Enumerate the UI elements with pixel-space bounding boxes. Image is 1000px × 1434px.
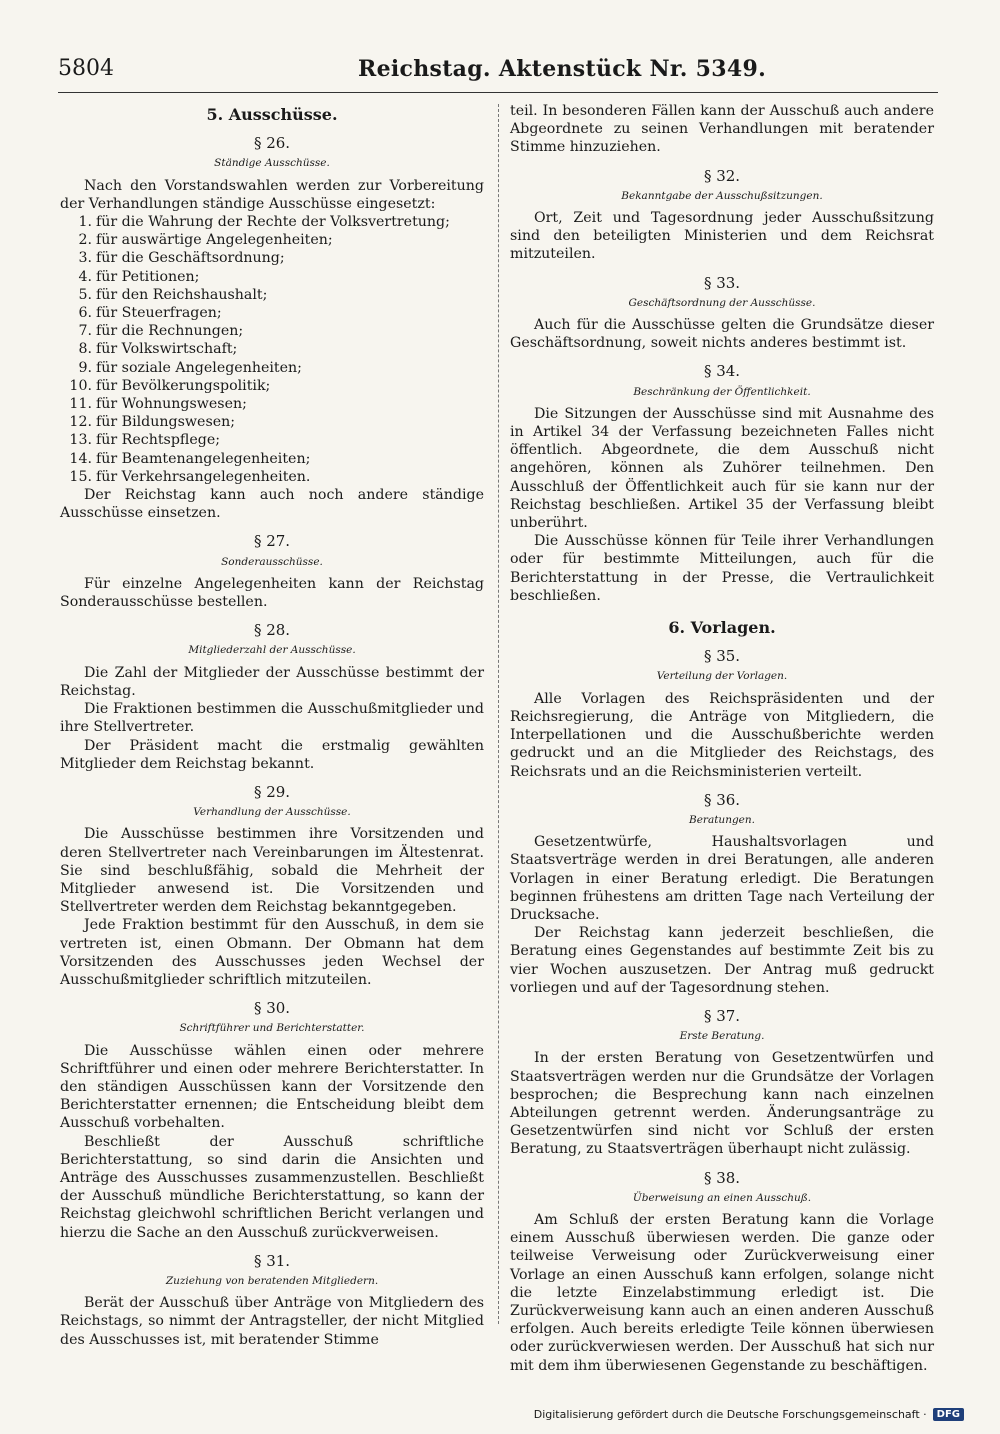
paragraph-32-text: Ort, Zeit und Tagesordnung jeder Ausschußsitzung sind den beteiligten Ministerien und dem Reichsrat mitzuteilen. (510, 210, 934, 263)
paragraph-heading-26: Ständige Ausschüsse. (214, 157, 330, 170)
paragraph-37-text: In der ersten Beratung von Gesetzentwürfen und Staatsverträgen werden nur die Grundsätze der Vorlagen besprochen; die Besprechung kann nach einzelnen Abteilungen getrennt werden. Änderungsanträge zu Gesetzentwürfen sind nicht vor Schluß der ersten Beratung, zu Staatsverträgen überhaupt nicht zulässig. (510, 1050, 934, 1158)
section-title-vorlagen: 6. Vorlagen. (668, 618, 776, 638)
paragraph-30-text-1: Die Ausschüsse wählen einen oder mehrere Schriftführer und einen oder mehrere Berichterstatter. In den ständigen Ausschüssen kann der Vorsitzende den Berichterstatter ernennen; die Entscheidung bleibt dem Ausschuß vorbehalten. (60, 1042, 484, 1132)
paragraph-number-36: § 36. (703, 790, 741, 809)
list-item: 13. für Rechtspflege; (69, 432, 221, 449)
paragraph-29-text-1: Die Ausschüsse bestimmen ihre Vorsitzenden und deren Stellvertreter nach Vereinbarungen im Ältestenrat. Sie sind beschlußfähig, sobald die Mehrheit der Mitglieder anwesend ist. Die Vorsitzenden und Stellvertreter werden dem Reichstag bekanntgegeben. (60, 826, 484, 916)
paragraph-heading-32: Bekanntgabe der Ausschußsitzungen. (621, 189, 823, 202)
list-item: 8. für Volkswirtschaft; (78, 341, 238, 358)
list-item: 14. für Beamtenangelegenheiten; (69, 450, 311, 467)
paragraph-number-29: § 29. (253, 782, 291, 801)
list-item: 15. für Verkehrsangelegenheiten. (69, 468, 311, 485)
list-item: 7. für die Rechnungen; (78, 323, 244, 340)
paragraph-38-text: Am Schluß der ersten Beratung kann die Vorlage einem Ausschuß überwiesen werden. Die ganze oder teilweise Verweisung oder Zurückverweisung einer Vorlage an einen Ausschuß kann erfolgen, solange nicht die letzte Einzelabstimmung erledigt ist. Die Zurückverweisung kann auch an einen anderen Ausschuß erfolgen. Auch bereits erledigte Teile können überwiesen oder zurückverwiesen werden. Der Ausschuß hat sich nur mit dem ihm überwiesenen Gegenstande zu beschäftigen. (510, 1211, 934, 1374)
committee-list (60, 213, 484, 486)
paragraph-26-intro: Nach den Vorstandswahlen werden zur Vorbereitung der Verhandlungen ständige Ausschüsse eingesetzt: (60, 177, 484, 212)
paragraph-heading-34: Beschränkung der Öffentlichkeit. (633, 385, 811, 398)
paragraph-30-text-2: Beschließt der Ausschuß schriftliche Berichterstattung, so sind darin die Ansichten und Anträge des Ausschusses zusammenzustellen. Beschließt der Ausschuß mündliche Berichterstattung, so kann der Reichstag gleichwohl schriftlichen Bericht verlangen und hierzu die Sache an den Ausschuß zurückverweisen. (60, 1133, 484, 1241)
list-item: 4. für Petitionen; (78, 268, 200, 285)
list-item: 9. für soziale Angelegenheiten; (78, 359, 302, 376)
list-item: 12. für Bildungswesen; (69, 414, 236, 431)
paragraph-29-text-2: Jede Fraktion bestimmt für den Ausschuß, in dem sie vertreten ist, einen Obmann. Der Obmann hat dem Vorsitzenden des Ausschusses jeden Wechsel der Ausschußmitglieder schriftlich mitzuteilen. (60, 917, 484, 988)
paragraph-number-27: § 27. (253, 532, 291, 551)
right-column (510, 102, 934, 1375)
paragraph-number-26: § 26. (253, 134, 291, 153)
paragraph-number-32: § 32. (703, 166, 741, 185)
footer-credit: Digitalisierung gefördert durch die Deutsche Forschungsgemeinschaft · (533, 1408, 927, 1421)
paragraph-heading-35: Verteilung der Vorlagen. (656, 670, 788, 683)
paragraph-28-text-2: Die Fraktionen bestimmen die Ausschußmitglieder und ihre Stellvertreter. (60, 701, 484, 736)
paragraph-35-text: Alle Vorlagen des Reichspräsidenten und der Reichsregierung, die Anträge von Mitgliedern, die Interpellationen und die Ausschußberichte werden gedruckt und an die Mitglieder des Reichstags, des Reichsrats und an die Reichsministerien verteilt. (510, 690, 934, 780)
list-item: 5. für den Reichshaushalt; (78, 286, 268, 303)
paragraph-33-text: Auch für die Ausschüsse gelten die Grundsätze dieser Geschäftsordnung, soweit nichts anderes bestimmt ist. (510, 317, 934, 352)
list-item: 2. für auswärtige Angelegenheiten; (78, 232, 333, 249)
paragraph-heading-31: Zuziehung von beratenden Mitgliedern. (165, 1274, 379, 1287)
paragraph-heading-29: Verhandlung der Ausschüsse. (193, 806, 351, 819)
paragraph-heading-38: Überweisung an einen Ausschuß. (632, 1191, 812, 1204)
left-column (60, 100, 484, 1349)
paragraph-number-31: § 31. (253, 1251, 291, 1270)
list-item: 11. für Wohnungswesen; (69, 396, 247, 413)
paragraph-number-37: § 37. (703, 1006, 741, 1025)
header-rule (58, 92, 938, 93)
running-title: Reichstag. Aktenstück Nr. 5349. (358, 56, 767, 82)
list-item: 10. für Bevölkerungspolitik; (69, 377, 271, 394)
paragraph-31-continued: teil. In besonderen Fällen kann der Ausschuß auch andere Abgeordnete zu seinen Verhandlungen mit beratender Stimme hinzuziehen. (510, 103, 934, 156)
paragraph-heading-36: Beratungen. (689, 813, 755, 826)
paragraph-number-38: § 38. (703, 1168, 741, 1187)
paragraph-number-30: § 30. (253, 999, 291, 1018)
section-title-ausschuesse: 5. Ausschüsse. (206, 105, 338, 124)
paragraph-28-text-1: Die Zahl der Mitglieder der Ausschüsse bestimmt der Reichstag. (60, 664, 484, 699)
paragraph-36-text-1: Gesetzentwürfe, Haushaltsvorlagen und Staatsverträge werden in drei Beratungen, alle anderen Vorlagen in einer Beratung erledigt. Die Beratungen beginnen frühestens am dritten Tage nach Verteilung der Drucksache. (510, 834, 934, 923)
column-divider (498, 104, 499, 1324)
paragraph-31-text: Berät der Ausschuß über Anträge von Mitgliedern des Reichstags, so nimmt der Antragsteller, der nicht Mitglied des Ausschusses ist, mit beratender Stimme (60, 1295, 484, 1348)
paragraph-heading-30: Schriftführer und Berichterstatter. (179, 1022, 365, 1035)
paragraph-heading-27: Sonderausschüsse. (221, 555, 323, 568)
paragraph-26-closing: Der Reichstag kann auch noch andere ständige Ausschüsse einsetzen. (60, 487, 484, 522)
paragraph-heading-28: Mitgliederzahl der Ausschüsse. (188, 644, 356, 657)
paragraph-heading-37: Erste Beratung. (679, 1030, 765, 1043)
page-number: 5804 (58, 56, 114, 81)
paragraph-number-34: § 34. (703, 362, 741, 381)
paragraph-27-text: Für einzelne Angelegenheiten kann der Reichstag Sonderausschüsse bestellen. (60, 575, 484, 611)
paragraph-heading-33: Geschäftsordnung der Ausschüsse. (628, 296, 816, 309)
paragraph-36-text-2: Der Reichstag kann jederzeit beschließen, die Beratung eines Gegenstandes auf bestimmte Zeit bis zu vier Wochen auszusetzen. Der Antrag muß gedruckt vorliegen und auf der Tagesordnung stehen. (510, 925, 934, 996)
list-item: 3. für die Geschäftsordnung; (78, 250, 285, 267)
page-header (58, 56, 938, 86)
paragraph-34-text-2: Die Ausschüsse können für Teile ihrer Verhandlungen oder für bestimmte Mitteilungen, auch für die Berichterstattung in der Presse, die Vertraulichkeit beschließen. (510, 533, 934, 604)
digitization-footer (534, 1408, 964, 1421)
dfg-logo: DFG (933, 1408, 964, 1421)
list-item: 6. für Steuerfragen; (78, 305, 222, 322)
list-item: 1. für die Wahrung der Rechte der Volksvertretung; (78, 214, 450, 231)
paragraph-28-text-3: Der Präsident macht die erstmalig gewählten Mitglieder dem Reichstag bekannt. (60, 737, 484, 772)
paragraph-number-33: § 33. (703, 273, 741, 292)
paragraph-34-text-1: Die Sitzungen der Ausschüsse sind mit Ausnahme des in Artikel 34 der Verfassung bezeichneten Falles nicht öffentlich. Abgeordnete, die dem Ausschuß nicht angehören, können als Zuhörer teilnehmen. Den Ausschluß der Öffentlichkeit auch für sie kann nur der Reichstag beschließen. Artikel 35 der Verfassung bleibt unberührt. (510, 405, 934, 532)
paragraph-number-28: § 28. (253, 621, 291, 640)
paragraph-number-35: § 35. (703, 647, 741, 666)
